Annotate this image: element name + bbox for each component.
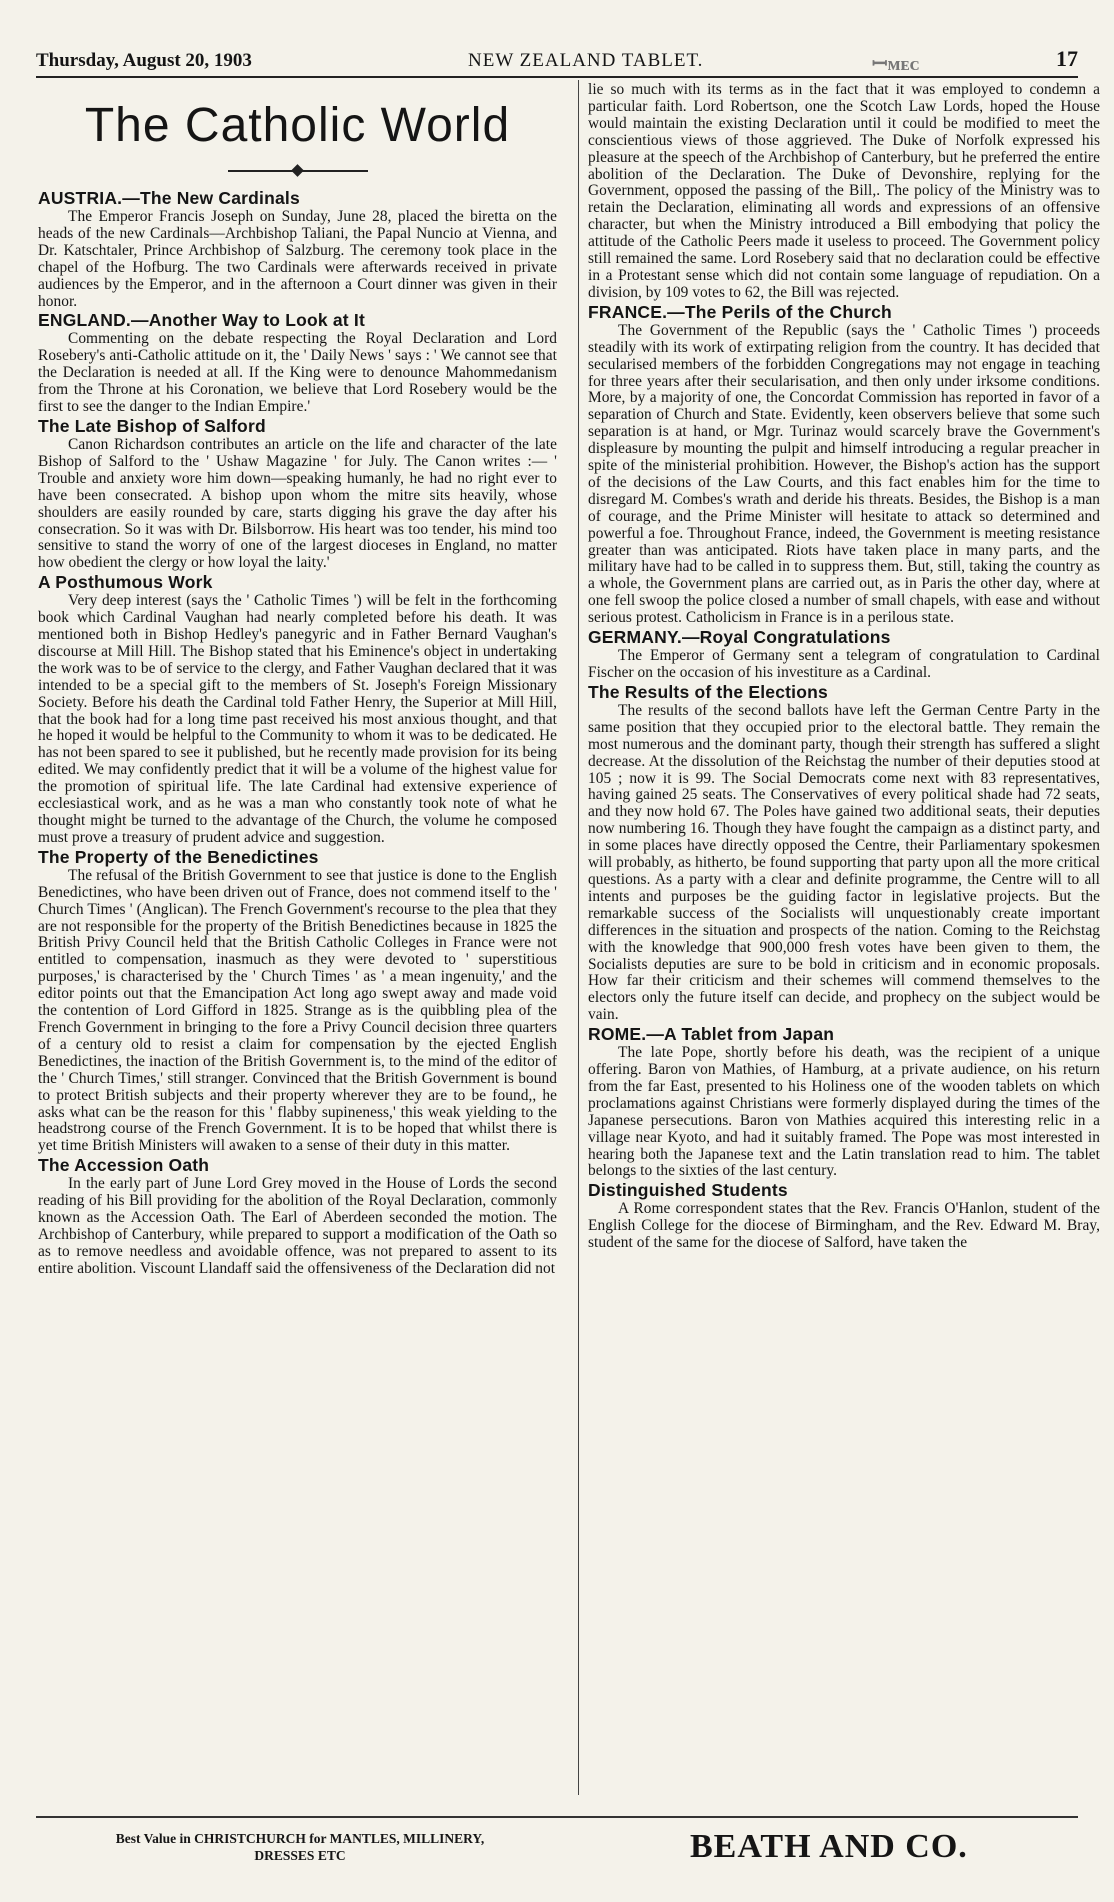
article (588, 1024, 1100, 1180)
page-number: 17 (1056, 46, 1078, 71)
article-heading: GERMANY.—Royal Congratulations (588, 627, 891, 648)
article-paragraph: The refusal of the British Government to see that justice is done to the English Benedictines, who have been driven out of France, does not commend itself to the ' Church Times ' (Anglican). The French Government's recourse to the plea that they are not responsible for the property of the British Benedictines because in 1825 the British Privy Council held that the British Catholic Colleges in France were not entitled to compensation, inasmuch as they were devoted to ' superstitious purposes,' is characterised by the ' Church Times ' as ' a mean ingenuity,' and the editor points out that the Emancipation Act long ago swept away and made void the contention of Lord Gifford in 1825. Strange as is the quibbling plea of the French Government in bringing to the fore a Privy Council decision three quarters of a century old to resist a claim for compensation by the ejected English Benedictines, the inaction of the British Government is, to the mind of the editor of the ' Church Times,' still stranger. Convinced that the British Government is bound to protect British subjects and their property wherever they are to be found,, he asks what can be the reason for this ' flabby supineness,' this weak yielding to the headstrong course of the French Government. It is to be hoped that whilst there is yet time British Ministers will awaken to a sense of their duty in this matter. (38, 866, 557, 1155)
article-paragraph: lie so much with its terms as in the fact that it was employed to condemn a particular faith. Lord Robertson, one the Scotch Law Lords, hoped the House would maintain the existing Declaration until it could be modified to meet the conscientious views of those aggrieved. The Duke of Norfolk expressed his pleasure at the speech of the Archbishop of Canterbury, but he preferred the entire abolition of the Declaration. The Duke of Devonshire, replying for the Government, opposed the passing of the Bill,. The policy of the Ministry was to retain the Declaration, eliminating all words and expressions of an offensive character, but when the Ministry introduced a Bill embodying that policy the attitude of the Catholic Peers made it useless to proceed. The Government policy still remained the same. Lord Rosebery said that no declaration could be effective in a Protestant sense which did not contain some language of repudiation. On a division, by 109 votes to 62, the Bill was rejected. (588, 81, 1100, 301)
article-heading: The Results of the Elections (588, 681, 828, 702)
article (38, 847, 557, 1155)
column-divider (578, 80, 579, 1795)
article-heading: Distinguished Students (588, 1180, 788, 1201)
article-heading: ROME.—A Tablet from Japan (588, 1024, 835, 1045)
article-paragraph: The late Pope, shortly before his death, was the recipient of a unique offering. Baron von Mathies, of Hamburg, at a private audience, on his return from the far East, presented to his Holiness one of the wooden tablets on which proclamations against Christians were formerly displayed during the times of the Japanese persecutions. Baron von Mathies acquired this interesting relic in a village near Kyoto, and had it suitably framed. The Pope was most interested in hearing both the Japanese text and the Latin translation read to him. The tablet belongs to the sixties of the last century. (588, 1044, 1100, 1180)
section-masthead: The Catholic World (84, 99, 511, 152)
article (588, 1180, 1100, 1252)
article (38, 572, 557, 847)
right-articles (588, 82, 1100, 1252)
article-paragraph: Very deep interest (says the ' Catholic Times ') will be felt in the forthcoming book which Cardinal Vaughan had nearly completed before his death. It was mentioned both in Bishop Hedley's panegyric and in Father Bernard Vaughan's discourse at Mill Hill. The Bishop stated that his Eminence's object in undertaking the work was to be of service to the clergy, and Father Vaughan declared that it was intended to be a special gift to the members of St. Joseph's Foreign Missionary Society. Before his death the Cardinal told Father Henry, the Superior at Mill Hill, that the book had for a long time past received his most anxious thought, and that he hoped it would be helpful to the Community to whom it was to be dedicated. He has not been spared to see it published, but he recently made provision for its being edited. We may confidently predict that it will be a volume of the highest value for the promotion of spiritual life. The late Cardinal had extensive experience of ecclesiastical work, and as he was a man who constantly took note of what he thought might be turned to the advantage of the Church, the volume he composed must prove a treasury of prudent advice and suggestion. (38, 592, 557, 846)
article-paragraph: In the early part of June Lord Grey moved in the House of Lords the second reading of his Bill providing for the abolition of the Royal Declaration, commonly known as the Accession Oath. The Earl of Aberdeen seconded the motion. The Archbishop of Canterbury, while prepared to support a modification of the Oath so as to remove needless and avoidable offence, was not prepared to assent to its entire abolition. Viscount Llandaff said the offensiveness of the Declaration did not (38, 1175, 557, 1277)
article (38, 416, 557, 572)
article-heading: The Property of the Benedictines (38, 846, 319, 867)
article (38, 188, 557, 310)
article-heading: The Late Bishop of Salford (38, 415, 266, 436)
article (38, 1155, 557, 1277)
stamp-mark: ꟷᴍᴇᴄ (872, 54, 920, 75)
footer-advert-line1: Best Value in CHRISTCHURCH for MANTLES, MILLINERY, (115, 1831, 485, 1846)
article-paragraph: A Rome correspondent states that the Rev. Francis O'Hanlon, student of the English College for the diocese of Birmingham, and the Rev. Edward M. Bray, student of the same for the diocese of Salford, have taken the (588, 1200, 1100, 1252)
left-column (38, 82, 557, 1278)
article-paragraph: The results of the second ballots have left the German Centre Party in the same position that they occupied prior to the electoral battle. They remain the most numerous and the dominant party, though their strength has suffered a slight decrease. At the dissolution of the Reichstag the number of their deputies stood at 105 ; now it is 99. The Social Democrats come next with 83 representatives, having gained 25 seats. The Conservatives of every political shade had 72 seats, and they now hold 67. The Poles have gained two additional seats, their deputies now numbering 16. Though they have fought the campaign as a distinct party, and in some places have directly opposed the Centre, their Parliamentary spokesmen will probably, as hitherto, be found supporting that party upon all the more critical questions. As a party with a clear and definite programme, the Centre will to all intents and purposes be the guiding factor in legislative projects. But the remarkable success of the Socialists will unquestionably create important differences in the situation and prospects of the nation. Coming to the Reichstag with the knowledge that 900,000 fresh votes have been given to them, the Socialists deputies are sure to be bold in criticism and in economic proposals. How far their criticism and their schemes will commend themselves to the electors only the future itself can decide, and prophecy on the subject would be vain. (588, 701, 1100, 1024)
footer-advert-line2: DRESSES ETC (254, 1848, 346, 1863)
article-heading: AUSTRIA.—The New Cardinals (38, 188, 300, 208)
article (588, 302, 1100, 627)
article-paragraph: Commenting on the debate respecting the Royal Declaration and Lord Rosebery's anti-Catholic attitude on it, the ' Daily News ' says : ' We cannot see that the Declaration is needed at all. If the King were to denounce Mahommedanism from the Throne at his Coronation, we believe that Lord Rosebery would be the first to see the danger to the Indian Empire.' (38, 330, 557, 416)
article (38, 310, 557, 416)
issue-date: Thursday, August 20, 1903 (36, 50, 252, 71)
article (588, 82, 1100, 302)
article-heading: The Accession Oath (38, 1155, 210, 1176)
footer-advert (100, 1830, 500, 1864)
right-column (588, 82, 1100, 1252)
article-paragraph: The Government of the Republic (says the ' Catholic Times ') proceeds steadily with its work of extirpating religion from the country. It has decided that secularised members of the forbidden Congregations may not engage in teaching for three years after their secularisation, and then only under irksome conditions. More, by a majority of one, the Concordat Commission has reported in favor of a separation of Church and State. Evidently, keen observers believe that some such separation is at hand, or Mgr. Turinaz would scarcely brave the Government's displeasure by mounting the pulpit and himself introducing a regular preacher in spite of the ministerial prohibition. However, the Bishop's action has the support of the decisions of the Law Courts, and this fact enables him for the time to disregard M. Combes's wrath and deride his threats. Besides, the Bishop is a man of courage, and the Prime Minister will hesitate to attack so determined and powerful a foe. Throughout France, indeed, the Government is meeting resistance greater than was anticipated. Riots have taken place in many parts, and the military have had to be called in to suppress them. But, still, taking the country as a whole, the Government plans are carried out, as in Paris the other day, where at one fell swoop the police closed a number of small chapels, with ease and without serious protest. Catholicism in France is in a perilous state. (588, 321, 1100, 627)
footer-brand: BEATH AND CO. (690, 1828, 968, 1865)
diamond-ornament-icon (291, 164, 304, 177)
article-heading: FRANCE.—The Perils of the Church (588, 301, 892, 322)
page-header (36, 46, 1078, 78)
ornament-rule (38, 158, 557, 188)
left-articles (38, 188, 557, 1278)
footer-rule (36, 1816, 1078, 1818)
article (588, 627, 1100, 682)
article-paragraph: The Emperor of Germany sent a telegram of congratulation to Cardinal Fischer on the occasion of his investiture as a Cardinal. (588, 647, 1100, 681)
article (588, 682, 1100, 1024)
publication-title: NEW ZEALAND TABLET. (468, 50, 704, 71)
article-paragraph: The Emperor Francis Joseph on Sunday, June 28, placed the biretta on the heads of the new Cardinals—Archbishop Taliani, the Papal Nuncio at Vienna, and Dr. Katschtaler, Prince Archbishop of Salzburg. The ceremony took place in the chapel of the Hofburg. The two Cardinals were afterwards received in private audiences by the Emperor, and in the afternoon a Court dinner was given in their honor. (38, 208, 557, 310)
article-paragraph: Canon Richardson contributes an article on the life and character of the late Bishop of Salford to the ' Ushaw Magazine ' for July. The Canon writes :— ' Trouble and anxiety wore him down—speaking humanly, he had no right ever to have been consecrated. A bishop upon whom the mitre sits heavily, whose shoulders are easily rounded by care, starts digging his grave the day after his consecration. So it was with Dr. Bilsborrow. His heart was too tender, his mind too sensitive to stand the worry of one of the largest dioceses in England, no matter how obedient the clergy or how loyal the laity.' (38, 435, 557, 572)
article-heading: ENGLAND.—Another Way to Look at It (38, 310, 365, 331)
article-heading: A Posthumous Work (38, 572, 213, 593)
